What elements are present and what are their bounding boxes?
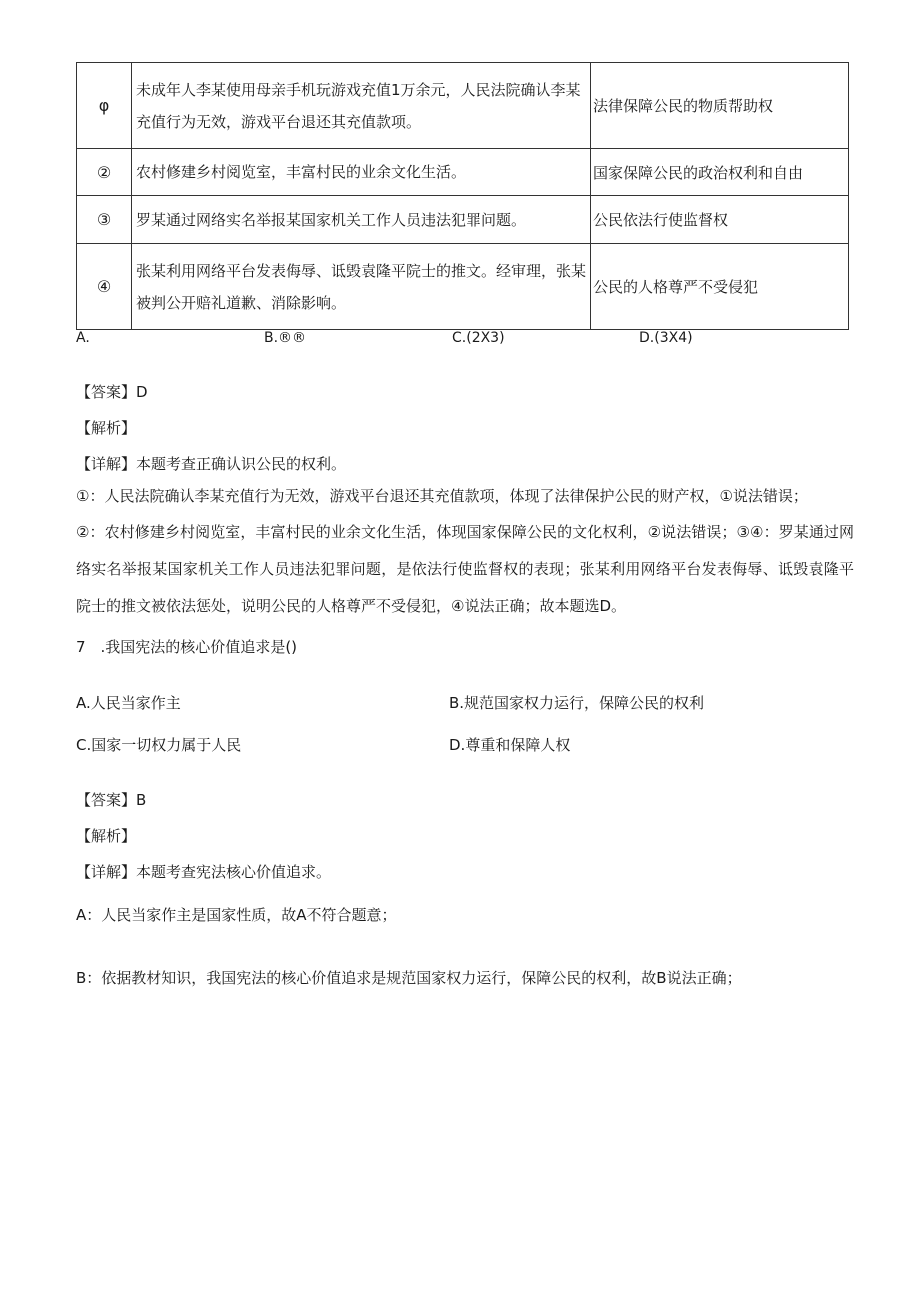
q6-options (76, 330, 849, 350)
table-row (77, 244, 849, 330)
q7-analysis-label: 【解析】 (76, 827, 137, 845)
q6-explanation-2: ②：农村修建乡村阅览室，丰富村民的业余文化生活，体现国家保障公民的文化权利，②说法错误；③④：罗某通过网络实名举报某国家机关工作人员违法犯罪问题，是依法行使监督权的表现；张某利用网络平台发表侮辱、诋毁袁隆平院士的推文被依法惩处，说明公民的人格尊严不受侵犯，④说法正确；故本题选D。 (76, 523, 854, 615)
q7-explanation-b: B：依据教材知识，我国宪法的核心价值追求是规范国家权力运行，保障公民的权利，故B说法正确； (76, 969, 742, 987)
table-row (77, 149, 849, 196)
options-table (76, 62, 849, 330)
row-number: ④ (77, 244, 132, 330)
row-right: 国家保障公民的政治权利和自由 (591, 149, 849, 196)
row-number: ② (77, 149, 132, 196)
option-c: C.(2X3) (452, 330, 505, 346)
row-event: 农村修建乡村阅览室，丰富村民的业余文化生活。 (132, 149, 591, 196)
q6-answer: 【答案】D (76, 383, 148, 401)
row-event: 张某利用网络平台发表侮辱、诋毁袁隆平院士的推文。经审理，张某被判公开赔礼道歉、消除影响。 (132, 244, 591, 330)
option-b: B.®® (264, 330, 307, 346)
q6-detail: 【详解】本题考查正确认识公民的权利。 (76, 455, 347, 473)
row-number: φ (77, 63, 132, 149)
q7-option-d: D.尊重和保障人权 (449, 736, 571, 754)
option-d: D.(3X4) (639, 330, 693, 346)
option-a: A. (76, 330, 90, 346)
q7-answer: 【答案】B (76, 791, 147, 809)
row-event: 未成年人李某使用母亲手机玩游戏充值1万余元，人民法院确认李某充值行为无效，游戏平台退还其充值款项。 (132, 63, 591, 149)
q7-explanation-a: A：人民当家作主是国家性质，故A不符合题意； (76, 906, 397, 924)
q7-stem: 7 .我国宪法的核心价值追求是() (76, 638, 298, 656)
row-right: 公民依法行使监督权 (591, 196, 849, 244)
row-right: 法律保障公民的物质帮助权 (591, 63, 849, 149)
q6-explanation-1: ①：人民法院确认李某充值行为无效，游戏平台退还其充值款项，体现了法律保护公民的财产权，①说法错误； (76, 487, 808, 505)
q7-option-c: C.国家一切权力属于人民 (76, 736, 242, 754)
q7-option-a: A.人民当家作主 (76, 694, 181, 712)
q6-analysis-label: 【解析】 (76, 419, 137, 437)
q7-detail: 【详解】本题考查宪法核心价值追求。 (76, 863, 332, 881)
table-row (77, 196, 849, 244)
row-event: 罗某通过网络实名举报某国家机关工作人员违法犯罪问题。 (132, 196, 591, 244)
table-row (77, 63, 849, 149)
row-right: 公民的人格尊严不受侵犯 (591, 244, 849, 330)
q7-option-b: B.规范国家权力运行，保障公民的权利 (449, 694, 705, 712)
row-number: ③ (77, 196, 132, 244)
